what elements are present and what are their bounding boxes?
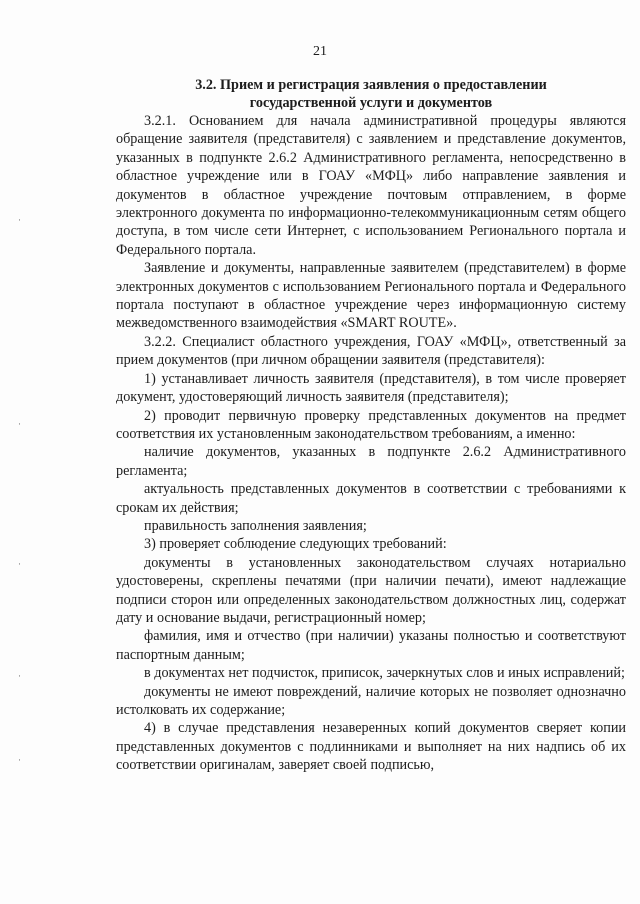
section-heading-line-2: государственной услуги и документов: [249, 95, 493, 111]
scan-speck: ·: [18, 671, 21, 681]
paragraph: актуальность представленных документов в соответствии с требованиями к срокам их действия;: [116, 481, 626, 516]
section-heading: [116, 76, 626, 112]
paragraph: Заявление и документы, направленные заявителем (представителем) в форме электронных документов с использованием Регионального портала и Федерального портала поступают в областное учреждение через информационную систему межведомственного взаимодействия «SMART ROUTE».: [116, 260, 626, 332]
paragraph: фамилия, имя и отчество (при наличии) указаны полностью и соответствуют паспортным данным;: [116, 628, 626, 663]
scan-speck: ·: [18, 215, 21, 225]
page-number: 21: [313, 44, 327, 59]
paragraph: документы не имеют повреждений, наличие которых не позволяет однозначно истолковать их содержание;: [116, 683, 626, 718]
paragraph: документы в установленных законодательством случаях нотариально удостоверены, скреплены печатями (при наличии печати), имеют надлежащие подписи сторон или определенных законодательством должностных лиц, содержат дату и основание выдачи, регистрационный номер;: [116, 554, 626, 626]
paragraph: наличие документов, указанных в подпункте 2.6.2 Административного регламента;: [116, 444, 626, 479]
paragraph: 4) в случае представления незаверенных копий документов сверяет копии представленных документов с подлинниками и выполняет на них надпись об их соответствии оригиналам, заверяет своей подписью,: [116, 720, 626, 774]
paragraph: 2) проводит первичную проверку представленных документов на предмет соответствия их установленным законодательством требованиям, а именно:: [116, 407, 626, 442]
scan-speck: ·: [18, 419, 21, 429]
section-heading-line-1: 3.2. Прием и регистрация заявления о предоставлении: [195, 77, 547, 93]
paragraph: 3.2.1. Основанием для начала административной процедуры являются обращение заявителя (представителя) с заявлением и представление документов, указанных в подпункте 2.6.2 Административного регламента, непосредственно в областное учреждение или в ГОАУ «МФЦ» либо направление заявления и документов в областное учреждение почтовым отправлением, в форме электронного документа по информационно-телекоммуникационным сетям общего доступа, в том числе сети Интернет, с использованием Регионального портала и Федерального портала.: [116, 113, 626, 258]
paragraph: 1) устанавливает личность заявителя (представителя), в том числе проверяет документ, удостоверяющий личность заявителя (представителя);: [116, 370, 626, 406]
body-text: [116, 112, 626, 775]
paragraph: 3) проверяет соблюдение следующих требований:: [144, 536, 447, 553]
paragraph: в документах нет подчисток, приписок, зачеркнутых слов и иных исправлений;: [144, 665, 625, 682]
paragraph: правильность заполнения заявления;: [144, 517, 367, 534]
scan-speck: ·: [18, 755, 21, 765]
paragraph: 3.2.2. Специалист областного учреждения, ГОАУ «МФЦ», ответственный за прием документов (при личном обращении заявителя (представителя):: [116, 333, 626, 369]
scan-speck: ·: [18, 559, 21, 569]
